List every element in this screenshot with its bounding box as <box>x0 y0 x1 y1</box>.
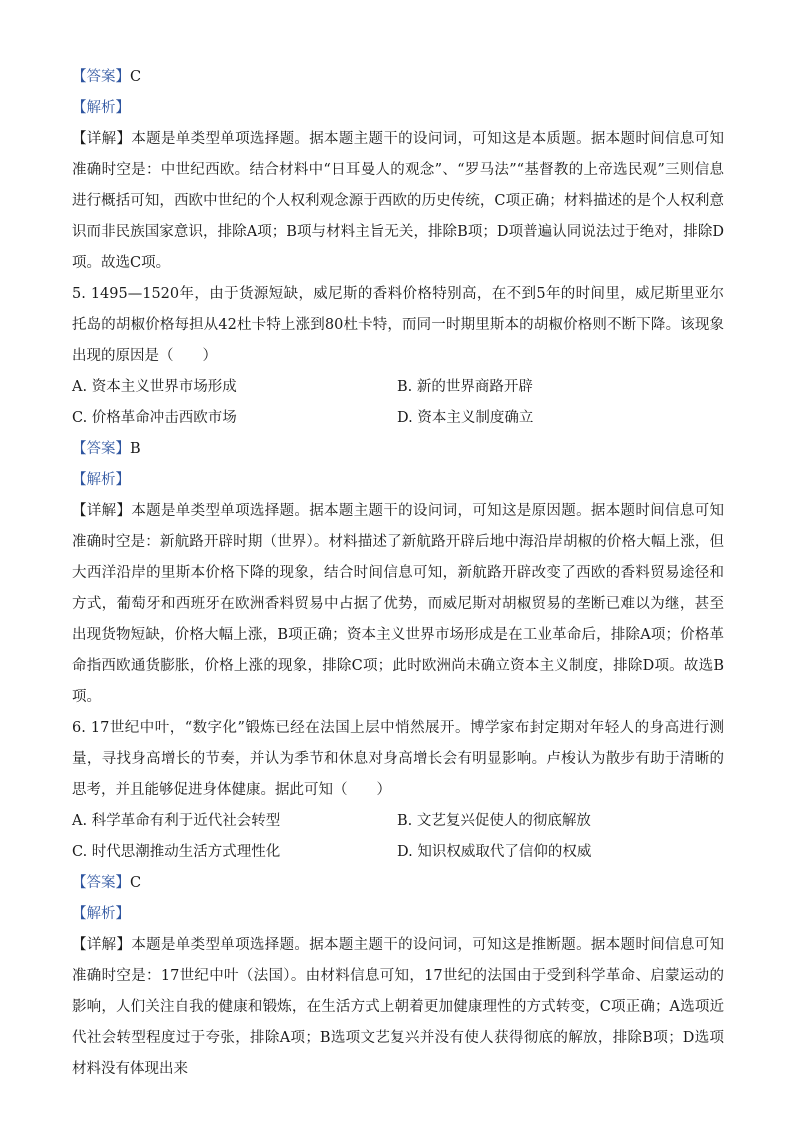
detail-label: 【详解】 <box>72 131 132 147</box>
analysis-label: 【解析】 <box>72 472 130 488</box>
analysis-label: 【解析】 <box>72 100 130 116</box>
q5-options <box>72 372 724 434</box>
answer-label: 【答案】 <box>72 441 130 457</box>
option-d: D. 资本主义制度确立 <box>397 410 534 426</box>
answer-value: C <box>130 875 142 891</box>
detail-text: 本题是单类型单项选择题。据本题主题干的设问词，可知这是原因题。据本题时间信息可知准确时空是：新航路开辟时期（世界）。材料描述了新航路开辟后地中海沿岸胡椒的价格大幅上涨，但大西洋沿岸的里斯本价格下降的现象，结合时间信息可知，新航路开辟改变了西欧的香料贸易途径和方式，葡萄牙和西班牙在欧洲香料贸易中占据了优势，而威尼斯对胡椒贸易的垄断已难以为继，甚至出现货物短缺，价格大幅上涨，B项正确；资本主义世界市场形成是在工业革命后，排除A项；价格革命指西欧通货膨胀，价格上涨的现象，排除C项；此时欧洲尚未确立资本主义制度，排除D项。故选B项。 <box>72 503 725 705</box>
detail-text: 本题是单类型单项选择题。据本题主题干的设问词，可知这是本质题。据本题时间信息可知准确时空是：中世纪西欧。结合材料中“日耳曼人的观念”、“罗马法”“基督教的上帝选民观”三则信息进行概括可知，西欧中世纪的个人权利观念源于西欧的历史传统，C项正确；材料描述的是个人权利意识而非民族国家意识，排除A项；B项与材料主旨无关，排除B项；D项普遍认同说法过于绝对，排除D项。故选C项。 <box>72 131 725 271</box>
detail-text: 本题是单类型单项选择题。据本题主题干的设问词，可知这是推断题。据本题时间信息可知准确时空是：17世纪中叶（法国）。由材料信息可知，17世纪的法国由于受到科学革命、启蒙运动的影响，人们关注自我的健康和锻炼，在生活方式上朝着更加健康理性的方式转变，C项正确；A选项近代社会转型程度过于夸张，排除A项；B选项文艺复兴并没有使人获得彻底的解放，排除B项；D选项材料没有体现出来 <box>72 937 725 1077</box>
q4-analysis-heading <box>72 93 724 124</box>
q6-stem: 6. 17世纪中叶，“数字化”锻炼已经在法国上层中悄然展开。博学家布封定期对年轻人的身高进行测量，寻找身高增长的节奏，并认为季节和休息对身高增长会有明显影响。卢梭认为散步有助于清晰的思考，并且能够促进身体健康。据此可知（ ） <box>72 720 724 798</box>
q6-detail <box>72 930 724 1085</box>
option-d: D. 知识权威取代了信仰的权威 <box>397 844 592 860</box>
answer-value: C <box>130 69 142 85</box>
q5-stem: 5. 1495—1520年，由于货源短缺，威尼斯的香料价格特别高，在不到5年的时间里，威尼斯里亚尔托岛的胡椒价格每担从42杜卡特上涨到80杜卡特，而同一时期里斯本的胡椒价格则不断下降。该现象出现的原因是（ ） <box>72 286 724 364</box>
option-c: C. 价格革命冲击西欧市场 <box>72 410 237 426</box>
q4-answer <box>72 62 724 93</box>
option-a: A. 资本主义世界市场形成 <box>72 379 237 395</box>
option-c: C. 时代思潮推动生活方式理性化 <box>72 844 281 860</box>
detail-label: 【详解】 <box>72 937 132 953</box>
answer-label: 【答案】 <box>72 875 130 891</box>
q6-analysis-heading <box>72 899 724 930</box>
option-b: B. 新的世界商路开辟 <box>397 379 533 395</box>
answer-value: B <box>130 441 141 457</box>
detail-label: 【详解】 <box>72 503 132 519</box>
document-page <box>72 62 724 1085</box>
q5-answer <box>72 434 724 465</box>
option-b: B. 文艺复兴促使人的彻底解放 <box>397 813 591 829</box>
q5-analysis-heading <box>72 465 724 496</box>
analysis-label: 【解析】 <box>72 906 130 922</box>
q5-detail <box>72 496 724 713</box>
answer-label: 【答案】 <box>72 69 130 85</box>
q6-options <box>72 806 724 868</box>
q6-answer <box>72 868 724 899</box>
option-a: A. 科学革命有利于近代社会转型 <box>72 813 281 829</box>
q4-detail <box>72 124 724 279</box>
